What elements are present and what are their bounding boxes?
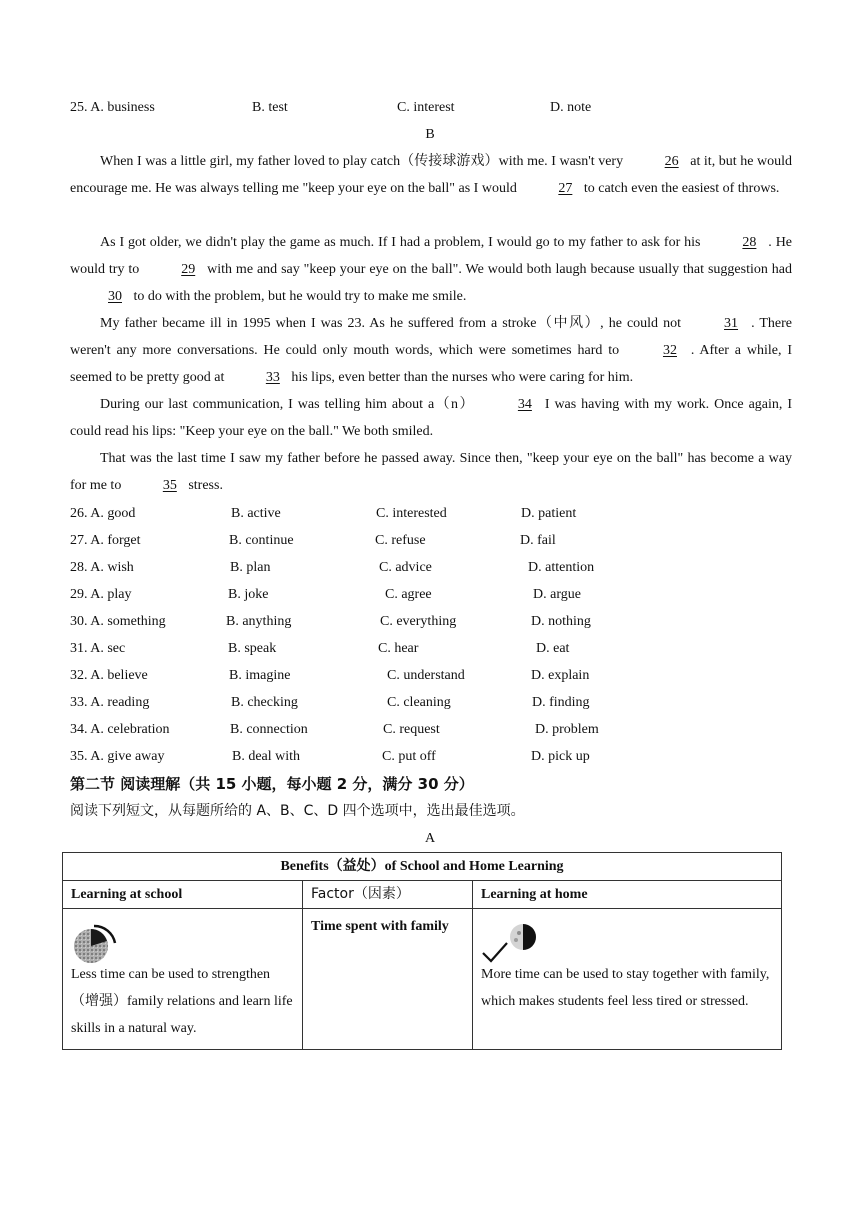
passage-a-label: A — [424, 831, 436, 846]
option-27-c: C. refuse — [375, 533, 426, 548]
table-title: Benefits（益处）of School and Home Learning — [63, 853, 782, 881]
blank-27: 27 — [558, 181, 573, 196]
school-clock-icon — [71, 913, 294, 951]
home-cell — [473, 909, 782, 1050]
school-description: Less time can be used to strengthen（增强）family relations and learn life skills in a natural way. — [71, 967, 293, 1036]
option-28-c: C. advice — [379, 560, 432, 575]
option-29-b: B. joke — [228, 587, 269, 602]
option-32-d: D. explain — [531, 668, 590, 683]
section-b-label: B — [425, 127, 435, 142]
option-28-a: 28. A. wish — [70, 560, 134, 575]
table-header-row — [63, 881, 782, 909]
header-factor: Factor（因素） — [303, 881, 473, 909]
blank-35: 35 — [162, 478, 177, 493]
option-26-a: 26. A. good — [70, 506, 136, 521]
option-35-b: B. deal with — [232, 749, 301, 764]
option-30-c: C. everything — [380, 614, 457, 629]
option-32-a: 32. A. believe — [70, 668, 148, 683]
option-28-b: B. plan — [230, 560, 271, 575]
blank-33: 33 — [265, 370, 280, 385]
blank-34: 34 — [517, 397, 532, 412]
table-row — [63, 909, 782, 1050]
benefits-table — [62, 852, 782, 1050]
option-33-c: C. cleaning — [387, 695, 451, 710]
option-26-c: C. interested — [376, 506, 447, 521]
home-description: More time can be used to stay together with family, which makes students feel less tired or stressed. — [481, 967, 770, 1009]
option-29-c: C. agree — [385, 587, 432, 602]
passage-paragraph-3: My father became ill in 1995 when I was 23. As he suffered from a stroke（中风）, he could not 31 . There weren't any more conversations. He could only mouth words, which were sometimes hard to 32 . After a while, I seemed to be pretty good at 33 his lips, even better than the nurses who were caring for him. — [70, 310, 792, 391]
blank-26: 26 — [664, 154, 679, 169]
option-34-c: C. request — [383, 722, 440, 737]
option-27-d: D. fail — [520, 533, 556, 548]
option-30-b: B. anything — [226, 614, 292, 629]
factor-cell — [303, 909, 473, 1050]
passage-paragraph-1: When I was a little girl, my father loved to play catch（传接球游戏）with me. I wasn't very 26 at it, but he would encourage me. He was always telling me "keep your eye on the ball" as I would 27 to catch even the easiest of throws. — [70, 148, 792, 202]
school-cell — [63, 909, 303, 1050]
option-26-b: B. active — [231, 506, 281, 521]
option-35-a: 35. A. give away — [70, 749, 165, 764]
q25-option-d: D. note — [550, 100, 592, 115]
home-clock-check-icon — [481, 913, 773, 951]
option-33-b: B. checking — [231, 695, 298, 710]
factor-time-with-family: Time spent with family — [311, 919, 449, 934]
passage-paragraph-2: As I got older, we didn't play the game as much. If I had a problem, I would go to my father to ask for his 28 . He would try to 29 with me and say "keep your eye on the ball". We would both laugh because usually that suggestion had 30 to do with the problem, but he would try to make me smile. — [70, 229, 792, 310]
option-29-a: 29. A. play — [70, 587, 132, 602]
option-32-c: C. understand — [387, 668, 465, 683]
option-35-c: C. put off — [382, 749, 436, 764]
blank-28: 28 — [742, 235, 757, 250]
option-31-d: D. eat — [536, 641, 570, 656]
q25-option-a: 25. A. business — [70, 100, 155, 115]
option-28-d: D. attention — [528, 560, 595, 575]
option-33-a: 33. A. reading — [70, 695, 150, 710]
blank-32: 32 — [662, 343, 677, 358]
option-31-b: B. speak — [228, 641, 277, 656]
blank-31: 31 — [724, 316, 739, 331]
option-35-d: D. pick up — [531, 749, 590, 764]
option-34-b: B. connection — [230, 722, 308, 737]
option-31-a: 31. A. sec — [70, 641, 126, 656]
section-2-heading: 第二节 阅读理解（共 15 小题，每小题 2 分，满分 30 分） — [70, 775, 474, 793]
option-33-d: D. finding — [532, 695, 590, 710]
q25-option-b: B. test — [252, 100, 288, 115]
blank-30: 30 — [108, 289, 122, 304]
section-2-instruction: 阅读下列短文，从每题所给的 A、B、C、D 四个选项中，选出最佳选项。 — [70, 803, 525, 819]
option-30-a: 30. A. something — [70, 614, 166, 629]
option-30-d: D. nothing — [531, 614, 591, 629]
option-32-b: B. imagine — [229, 668, 291, 683]
option-34-d: D. problem — [535, 722, 599, 737]
header-learning-at-school: Learning at school — [63, 881, 303, 909]
table-title-row — [63, 853, 782, 881]
option-26-d: D. patient — [521, 506, 577, 521]
q25-option-c: C. interest — [397, 100, 455, 115]
passage-paragraph-5: That was the last time I saw my father before he passed away. Since then, "keep your eye on the ball" has become a way for me to 35 stress. — [70, 445, 792, 499]
option-34-a: 34. A. celebration — [70, 722, 170, 737]
option-31-c: C. hear — [378, 641, 419, 656]
passage-paragraph-4: During our last communication, I was telling him about a（n） 34 I was having with my work. Once again, I could read his lips: "Keep your eye on the ball." We both smiled. — [70, 391, 792, 445]
option-29-d: D. argue — [533, 587, 581, 602]
header-learning-at-home: Learning at home — [473, 881, 782, 909]
option-27-b: B. continue — [229, 533, 294, 548]
blank-29: 29 — [181, 262, 196, 277]
option-27-a: 27. A. forget — [70, 533, 141, 548]
